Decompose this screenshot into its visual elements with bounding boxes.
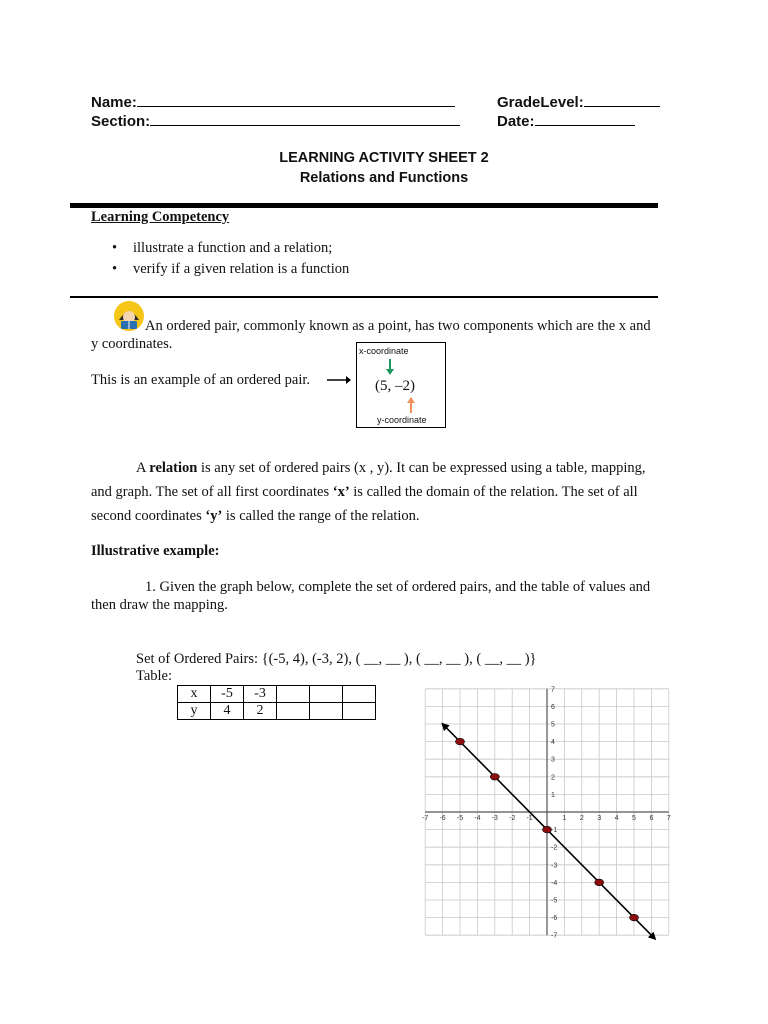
y-tick-label: -2 (551, 844, 558, 852)
y-tick-label: -1 (551, 827, 558, 835)
x-tick-label: 5 (632, 815, 636, 822)
table-cell-blank[interactable] (310, 686, 343, 703)
y-tick-label: 4 (551, 739, 555, 747)
divider-thin (70, 296, 658, 298)
reading-student-icon (113, 300, 145, 332)
illustrative-heading: Illustrative example: (91, 543, 220, 559)
x-tick-label: -2 (509, 815, 516, 822)
intro-line-2: y coordinates. (91, 336, 173, 352)
x-coordinate-label: x-coordinate (359, 346, 409, 356)
name-field[interactable] (91, 93, 455, 111)
grade-blank[interactable] (584, 93, 660, 107)
y-tick-label: 3 (551, 756, 555, 764)
data-point (595, 879, 604, 886)
y-tick-label: 6 (551, 703, 555, 711)
x-tick-label: -4 (474, 815, 481, 822)
x-tick-label: -1 (526, 815, 533, 822)
grade-field[interactable] (497, 93, 660, 111)
x-tick-label: 7 (666, 815, 671, 822)
date-blank[interactable] (535, 112, 635, 126)
axes (425, 689, 669, 935)
y-tick-label: 1 (551, 791, 555, 799)
ordered-pair: (5, –2) (375, 378, 415, 394)
x-tick-label: 6 (649, 815, 654, 822)
data-point (543, 826, 552, 833)
y-tick-label: 7 (551, 686, 555, 694)
name-blank[interactable] (137, 93, 455, 107)
table-row-y (178, 703, 376, 720)
date-label: Date: (497, 113, 535, 130)
relation-line-3: second coordinates ‘y’ is called the range of the relation. (91, 508, 420, 524)
sheet-subtitle: Relations and Functions (299, 170, 469, 186)
down-arrow-icon (385, 358, 395, 376)
y-coordinate-label: y-coordinate (377, 415, 427, 425)
table-cell-blank[interactable] (310, 703, 343, 720)
table-row-x (178, 686, 376, 703)
competency-item: • verify if a given relation is a function (110, 260, 610, 281)
relation-term: relation (149, 460, 198, 476)
y-tick-label: -6 (551, 915, 558, 923)
table-cell: x (178, 686, 211, 703)
section-label: Section: (91, 113, 151, 130)
question-line-1: 1. Given the graph below, complete the set of ordered pairs, and the table of values and (145, 579, 651, 595)
y-tick-label: 2 (551, 774, 555, 782)
x-tick-label: -3 (491, 815, 498, 822)
y-tick-label: -5 (551, 897, 558, 905)
table-cell-blank[interactable] (343, 686, 376, 703)
y-tick-label: -3 (551, 862, 558, 870)
competency-heading: Learning Competency (91, 209, 230, 225)
relation-line-2: and graph. The set of all first coordinates ‘x’ is called the domain of the relation. The set of all (91, 484, 638, 500)
table-cell-blank[interactable] (343, 703, 376, 720)
table-cell-blank[interactable] (277, 703, 310, 720)
divider-thick (70, 203, 658, 208)
x-tick-label: 4 (614, 815, 619, 822)
competency-list (110, 239, 610, 281)
relation-line-1: A relation is any set of ordered pairs (x , y). It can be expressed using a table, mapping, (136, 460, 646, 476)
table-cell: -3 (244, 686, 277, 703)
coordinate-graph (424, 683, 678, 941)
right-arrow-icon (326, 373, 352, 387)
data-point (630, 914, 639, 921)
ordered-pairs-set: Set of Ordered Pairs: {(-5, 4), (-3, 2), ( __, __ ), ( __, __ ), ( __, __ )} (136, 651, 537, 667)
x-tick-label: 1 (562, 815, 567, 822)
section-blank[interactable] (150, 112, 460, 126)
table-cell: -5 (211, 686, 244, 703)
y-tick-label: -7 (551, 932, 558, 940)
table-of-values (177, 685, 376, 720)
grade-label: GradeLevel: (497, 94, 584, 111)
intro-line-1: An ordered pair, commonly known as a point, has two components which are the x and (145, 318, 651, 334)
x-tick-label: -5 (456, 815, 464, 822)
up-arrow-icon (406, 396, 416, 414)
y-tick-label: 5 (551, 721, 555, 729)
competency-item: • illustrate a function and a relation; (110, 239, 610, 260)
example-text: This is an example of an ordered pair. (91, 372, 311, 388)
data-point (490, 774, 499, 781)
question-line-2: then draw the mapping. (91, 597, 228, 613)
y-tick-label: -4 (551, 879, 558, 887)
table-label: Table: (136, 668, 173, 684)
table-cell: y (178, 703, 211, 720)
x-tick-label: 3 (597, 815, 602, 822)
table-cell-blank[interactable] (277, 686, 310, 703)
data-point (456, 738, 465, 745)
x-tick-label: -7 (422, 815, 429, 822)
x-tick-label: 2 (579, 815, 584, 822)
table-cell: 4 (211, 703, 244, 720)
x-tick-label: -6 (439, 815, 446, 822)
section-field[interactable] (91, 112, 460, 130)
sheet-title: LEARNING ACTIVITY SHEET 2 (279, 150, 489, 166)
date-field[interactable] (497, 112, 635, 130)
table-cell: 2 (244, 703, 277, 720)
ordered-pair-example (356, 342, 446, 428)
name-label: Name: (91, 94, 137, 111)
